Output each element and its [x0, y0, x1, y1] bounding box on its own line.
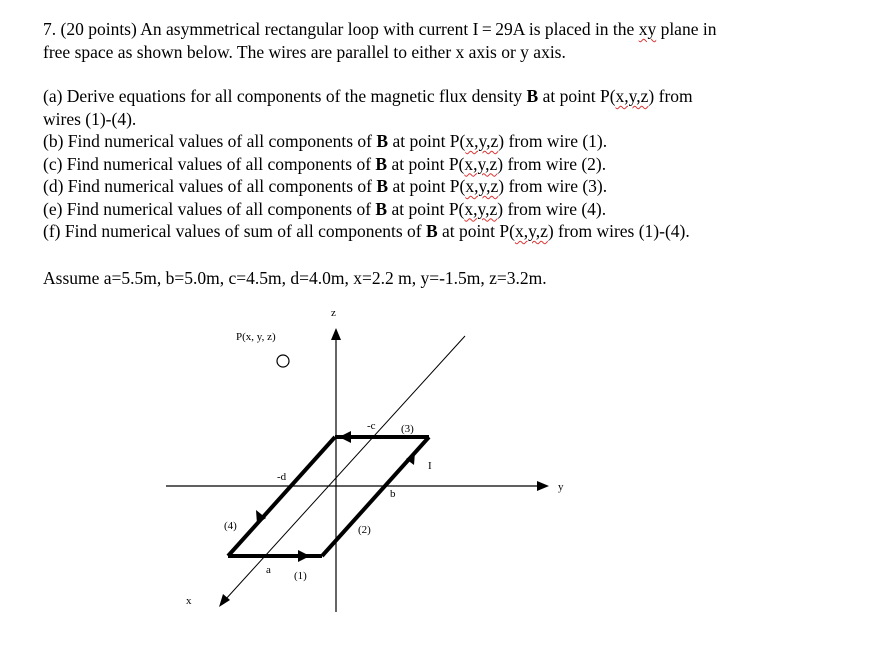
part-text: at point P(: [387, 198, 465, 219]
point-coords: x,y,z: [464, 153, 498, 174]
point-coords: x,y,z: [615, 86, 649, 106]
y-axis-label: y: [558, 481, 564, 493]
vector-b: B: [376, 176, 389, 196]
z-axis-label: z: [331, 307, 336, 319]
current-label: I: [428, 460, 432, 472]
vector-b: B: [425, 221, 438, 241]
y-axis-arrowhead: [537, 481, 549, 491]
part-e: [43, 198, 843, 221]
part-text: at point P(: [388, 176, 466, 196]
part-text: ) from wire (4).: [497, 198, 607, 219]
part-text: (a) Derive equations for all components of the magnetic flux density: [43, 86, 527, 106]
part-text: (e) Find numerical values of all components of: [43, 198, 376, 219]
part-text: (b) Find numerical values of all components of: [43, 131, 377, 151]
statement-text: plane in: [656, 19, 717, 39]
point-p-marker: [277, 355, 289, 367]
assumption-line: Assume a=5.5m, b=5.0m, c=4.5m, d=4.0m, x=2.2 m, y=-1.5m, z=3.2m.: [43, 267, 547, 288]
part-b: [43, 130, 843, 153]
point-coords: x,y,z: [464, 198, 498, 219]
part-text: ) from wire (1).: [498, 131, 608, 151]
xy-plane-term: xy: [638, 19, 657, 39]
vector-b: B: [375, 198, 388, 219]
wire-3-arrow: [339, 431, 351, 443]
b-label: b: [390, 488, 396, 500]
part-a: [43, 85, 843, 108]
part-text: ) from wires (1)-(4).: [547, 221, 690, 241]
wire-4-label: (4): [224, 520, 237, 532]
part-text: at point P(: [388, 131, 466, 151]
part-d: [43, 175, 843, 198]
part-text: ) from wire (2).: [497, 153, 607, 174]
minus-c-label: -c: [367, 420, 376, 432]
problem-text: [43, 18, 843, 289]
wire-3-label: (3): [401, 423, 414, 435]
a-label: a: [266, 564, 271, 576]
part-text: ) from wire (3).: [498, 176, 608, 196]
wire-2-label: (2): [358, 524, 371, 536]
part-text: (f) Find numerical values of sum of all components of: [43, 221, 426, 241]
problem-statement-line2: free space as shown below. The wires are parallel to either x axis or y axis.: [43, 41, 566, 62]
point-coords: x,y,z: [465, 131, 499, 151]
wire-1-label: (1): [294, 570, 307, 582]
part-text: at point P(: [437, 221, 515, 241]
minus-d-label: -d: [277, 471, 287, 483]
part-c: [43, 153, 843, 176]
statement-text: 7. (20 points) An asymmetrical rectangular loop with current I = 29A is placed in the: [43, 19, 639, 39]
x-axis-label: x: [186, 595, 192, 607]
part-text: (d) Find numerical values of all components of: [43, 176, 377, 196]
part-text: ) from: [648, 86, 693, 106]
part-text: (c) Find numerical values of all components of: [43, 153, 376, 174]
part-a-line2: wires (1)-(4).: [43, 108, 137, 129]
part-text: at point P(: [538, 86, 616, 106]
point-p-label: P(x, y, z): [236, 331, 276, 343]
point-coords: x,y,z: [465, 176, 499, 196]
part-f: [43, 220, 843, 243]
vector-b: B: [526, 86, 539, 106]
vector-b: B: [376, 131, 389, 151]
problem-statement-line1: [43, 18, 843, 41]
part-text: at point P(: [387, 153, 465, 174]
vector-b: B: [375, 153, 388, 174]
wire-1-arrow: [298, 550, 310, 562]
loop-diagram: [0, 300, 875, 651]
point-coords: x,y,z: [514, 221, 548, 241]
z-axis-arrowhead: [331, 328, 341, 340]
